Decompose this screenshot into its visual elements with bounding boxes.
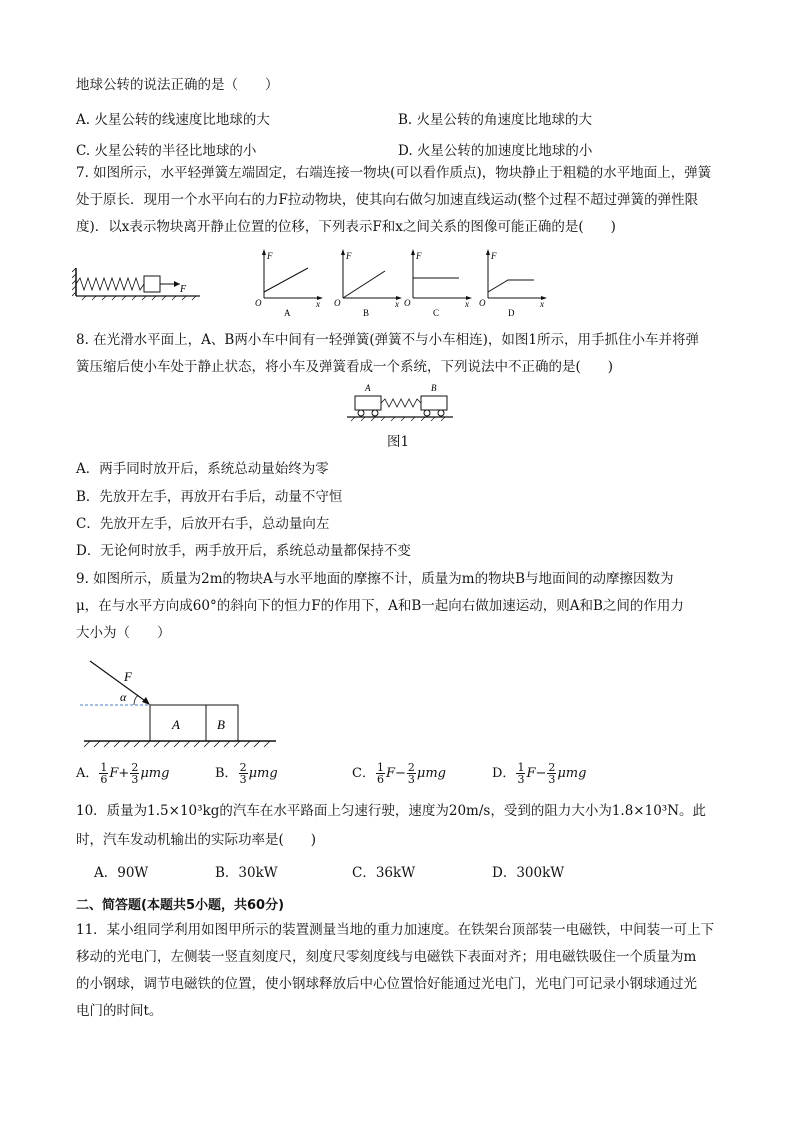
q9-block-b-label: B bbox=[217, 717, 225, 732]
q7-graph-a-origin: O bbox=[255, 298, 262, 308]
q9-line-1: 9. 如图所示，质量为2m的物块A与水平地面的摩擦不计，质量为m的物块B与地面间的动摩擦因数为 bbox=[76, 571, 674, 587]
q7-graph-d-origin: O bbox=[479, 298, 486, 308]
q9-option-c: C． $\frac{1}{6}$ F− $\frac{2}{3}$ μmg bbox=[352, 761, 446, 786]
q7-graph-d-letter: D bbox=[508, 308, 515, 318]
q8-option-c: C．先放开左手，后放开右手，总动量向左 bbox=[76, 516, 330, 532]
q11-line-3: 的小钢球，调节电磁铁的位置，使小钢球释放后中心位置恰好能通过光电门，光电门可记录小钢球通过光 bbox=[76, 976, 697, 992]
q8-option-b: B．先放开左手，再放开右手后，动量不守恒 bbox=[76, 489, 343, 505]
q8-figure-caption: 图1 bbox=[387, 434, 410, 450]
q11-line-1: 11．某小组同学利用如图甲所示的装置测量当地的重力加速度。在铁架台顶部装一电磁铁，中间装一可上下 bbox=[76, 922, 715, 938]
q7-graph-c-origin: O bbox=[404, 298, 411, 308]
q9-option-a: A． $\frac{1}{6}$ F+ $\frac{2}{3}$ μmg bbox=[76, 761, 170, 786]
q9-option-b: B． $\frac{2}{3}$ μmg bbox=[215, 761, 278, 786]
q8-line-1: 8. 在光滑水平面上，A、B两小车中间有一轻弹簧(弹簧不与小车相连)，如图1所示，用手抓住小车并将弹 bbox=[76, 332, 699, 348]
q9-force-label: F bbox=[124, 669, 132, 684]
q8-cart-a-label: A bbox=[365, 383, 371, 393]
q9-angle-label: α bbox=[120, 690, 127, 704]
q8-option-a: A．两手同时放开后，系统总动量始终为零 bbox=[76, 461, 329, 477]
q7-graph-b-x-label: x bbox=[395, 299, 399, 309]
q7-graph-c-y-label: F bbox=[416, 251, 422, 261]
q10-line-1: 10．质量为1.5×10³kg的汽车在水平路面上匀速行驶，速度为20m/s，受到的阻力大小为1.8×10³N。此 bbox=[76, 803, 707, 819]
q6-option-a: A. 火星公转的线速度比地球的大 bbox=[76, 112, 270, 128]
q10-option-d: D．300kW bbox=[492, 865, 565, 881]
q11-line-2: 移动的光电门，左侧装一竖直刻度尺，刻度尺零刻度线与电磁铁下表面对齐；用电磁铁吸住一个质量为m bbox=[76, 949, 697, 965]
q10-line-2: 时，汽车发动机输出的实际功率是( ) bbox=[76, 832, 317, 848]
q8-line-2: 簧压缩后使小车处于静止状态，将小车及弹簧看成一个系统，下列说法中不正确的是( ) bbox=[76, 359, 614, 375]
q7-graph-d-x-label: x bbox=[540, 299, 544, 309]
q9-blocks-figure bbox=[76, 655, 282, 751]
q8-option-d: D．无论何时放手，两手放开后，系统总动量都保持不变 bbox=[76, 543, 411, 559]
q7-graph-a-y-label: F bbox=[267, 251, 273, 261]
q7-force-label: F bbox=[180, 284, 187, 295]
q6-option-b: B. 火星公转的角速度比地球的大 bbox=[398, 112, 593, 128]
q7-graph-b bbox=[333, 246, 405, 318]
q7-graph-d bbox=[478, 246, 550, 318]
q7-line-3: 度)．以x表示物块离开静止位置的位移，下列表示F和x之间关系的图像可能正确的是( ) bbox=[76, 219, 616, 235]
q9-block-a-label: A bbox=[172, 717, 180, 732]
q7-line-2: 处于原长．现用一个水平向右的力F拉动物块，使其向右做匀加速直线运动(整个过程不超过弹簧的弹性限 bbox=[76, 192, 699, 208]
q9-option-d: D． $\frac{1}{3}$ F− $\frac{2}{3}$ μmg bbox=[492, 761, 587, 786]
q6-option-d: D. 火星公转的加速度比地球的小 bbox=[398, 143, 593, 159]
q8-carts-figure bbox=[345, 382, 455, 424]
q6-option-c: C. 火星公转的半径比地球的小 bbox=[76, 143, 257, 159]
q7-graph-b-origin: O bbox=[334, 298, 341, 308]
q7-spring-figure bbox=[72, 262, 202, 302]
q10-option-c: C．36kW bbox=[352, 865, 416, 881]
q7-line-1: 7. 如图所示，水平轻弹簧左端固定，右端连接一物块(可以看作质点)，物块静止于粗糙的水平地面上，弹簧 bbox=[76, 165, 712, 181]
q7-graph-b-y-label: F bbox=[346, 251, 352, 261]
q9-line-3: 大小为（ ） bbox=[76, 625, 171, 641]
q7-graph-c-x-label: x bbox=[465, 299, 469, 309]
q10-option-a: A．90W bbox=[94, 865, 149, 881]
q8-cart-b-label: B bbox=[431, 383, 437, 393]
q7-graph-d-y-label: F bbox=[491, 251, 497, 261]
q7-graph-b-letter: B bbox=[363, 308, 370, 318]
q10-option-b: B．30kW bbox=[215, 865, 278, 881]
q7-graph-c bbox=[403, 246, 475, 318]
q6-stem-tail: 地球公转的说法正确的是（ ） bbox=[76, 77, 279, 93]
q7-graph-a-x-label: x bbox=[316, 299, 320, 309]
q7-graph-a-letter: A bbox=[284, 308, 291, 318]
q9-line-2: μ，在与水平方向成60°的斜向下的恒力F的作用下，A和B一起向右做加速运动，则A和B之间的作用力 bbox=[76, 598, 684, 614]
section-2-heading: 二、简答题(本题共5小题，共60分) bbox=[76, 898, 285, 913]
q7-graph-c-letter: C bbox=[433, 308, 440, 318]
q11-line-4: 电门的时间t。 bbox=[76, 1003, 163, 1019]
q7-graph-a bbox=[254, 246, 326, 318]
